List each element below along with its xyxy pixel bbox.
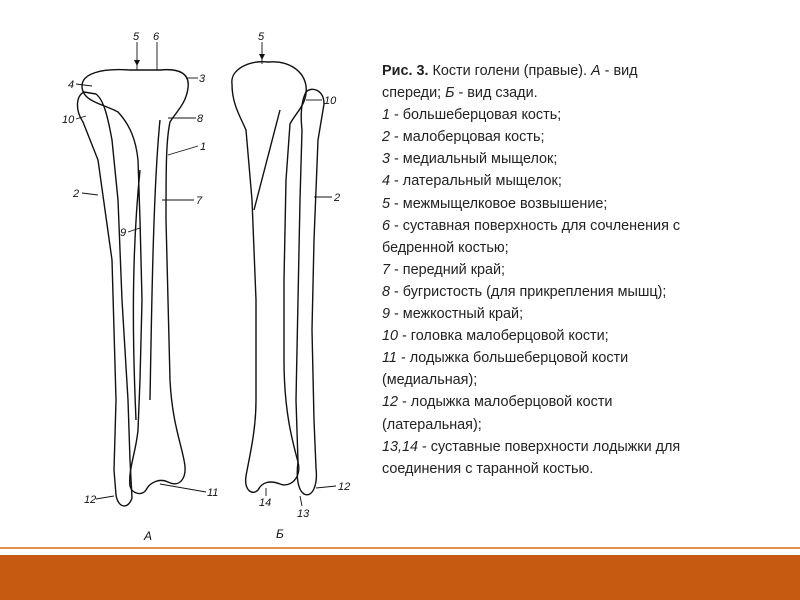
caption-item-number: 4 [382,173,391,190]
label-5-arrow-b [259,54,265,60]
caption-item-line [382,303,777,325]
caption-item-text: - бугристость (для прикрепления мышц); [394,283,667,300]
caption-item-line [382,170,777,192]
caption-item-number: 9 [382,306,391,323]
label-2-front: 2 [73,188,80,200]
label-5-back: 5 [258,31,265,43]
caption-item-number: 7 [382,261,391,278]
caption-item-text: соединения с таранной костью. [382,460,594,477]
caption-item-text: бедренной костью; [382,239,509,256]
label-8: 8 [197,113,204,125]
label-10-back: 10 [324,95,337,107]
fibula-back [296,89,324,494]
label-6: 6 [153,31,160,43]
caption-view-a-text: - вид [604,63,638,79]
caption-item-text: - лодыжка большеберцовой кости [400,350,629,367]
caption-item-line [382,414,777,436]
caption-item-number: 13,14 [382,438,419,455]
label-9: 9 [120,227,127,239]
caption-item-text: - суставная поверхность для сочленения с [394,217,681,234]
caption-item-text: (медиальная); [382,372,478,389]
caption-item-text: - межкостный край; [394,306,524,323]
caption-item-number: 2 [382,129,391,146]
caption-item-line [382,391,777,413]
caption-item-text: - латеральный мыщелок; [394,173,562,190]
label-4: 4 [68,79,75,91]
caption-line2-text: спереди; [382,85,442,102]
caption-item-line [382,104,777,126]
label-10-front: 10 [62,114,75,126]
figure-caption [382,60,777,480]
caption-item-text: - межмыщелковое возвышение; [394,195,608,212]
caption-item-number: 3 [382,151,391,168]
caption-title-line [382,60,777,82]
caption-item-number: 5 [382,195,391,212]
caption-item-number: 11 [382,350,397,367]
tibia-front [82,70,188,494]
caption-item-line [382,458,777,480]
caption-item-number: 12 [382,394,399,411]
caption-item-number: 1 [382,107,391,124]
view-label-a: А [144,529,153,543]
caption-items [382,104,777,480]
caption-item-line [382,126,777,148]
view-a-bones [77,70,188,506]
caption-item-number: 6 [382,217,391,234]
fibula-front [77,92,132,506]
label-14: 14 [259,497,272,509]
caption-views-line [382,82,777,104]
caption-title-text: Кости голени (правые). [432,63,588,79]
label-7: 7 [196,195,203,207]
caption-item-line [382,193,777,215]
caption-view-b-letter: Б [445,85,455,102]
tibia-back [232,62,306,493]
caption-view-b-text: - вид сзади. [458,85,538,102]
label-1: 1 [200,141,207,153]
caption-item-line [382,436,777,458]
caption-view-a-letter: А [591,63,601,79]
caption-item-line [382,281,777,303]
caption-item-line [382,148,777,170]
footer-accent-line [0,547,800,549]
caption-item-text: - передний край; [394,261,506,278]
caption-item-number: 8 [382,283,391,300]
label-5-arrow-a [134,60,140,66]
caption-item-line [382,347,777,369]
caption-item-text: - головка малоберцовой кости; [402,328,609,345]
view-label-b: Б [276,527,284,541]
caption-item-text: - суставные поверхности лодыжки для [422,438,681,455]
label-3: 3 [199,73,206,85]
caption-item-line [382,237,777,259]
caption-item-text: - медиальный мыщелок; [394,151,558,168]
caption-item-text: (латеральная); [382,416,482,433]
label-11: 11 [207,487,219,499]
label-5-front: 5 [133,31,140,43]
caption-title-prefix: Рис. 3. [382,63,429,79]
leg-bones-figure [0,0,370,560]
footer-band [0,555,800,600]
tibia-back-line [254,110,280,210]
caption-item-line [382,259,777,281]
label-13: 13 [297,508,310,520]
caption-item-number: 10 [382,328,399,345]
view-b-bones [232,62,324,495]
caption-item-text: - малоберцовая кость; [394,129,545,146]
tibia-front-crest [150,120,160,400]
label-12-front: 12 [84,494,97,506]
caption-item-text: - большеберцовая кость; [394,107,562,124]
caption-item-text: - лодыжка малоберцовой кости [402,394,613,411]
caption-item-line [382,369,777,391]
caption-item-line [382,215,777,237]
caption-item-line [382,325,777,347]
label-2-back: 2 [334,192,341,204]
label-12-back: 12 [338,481,351,493]
